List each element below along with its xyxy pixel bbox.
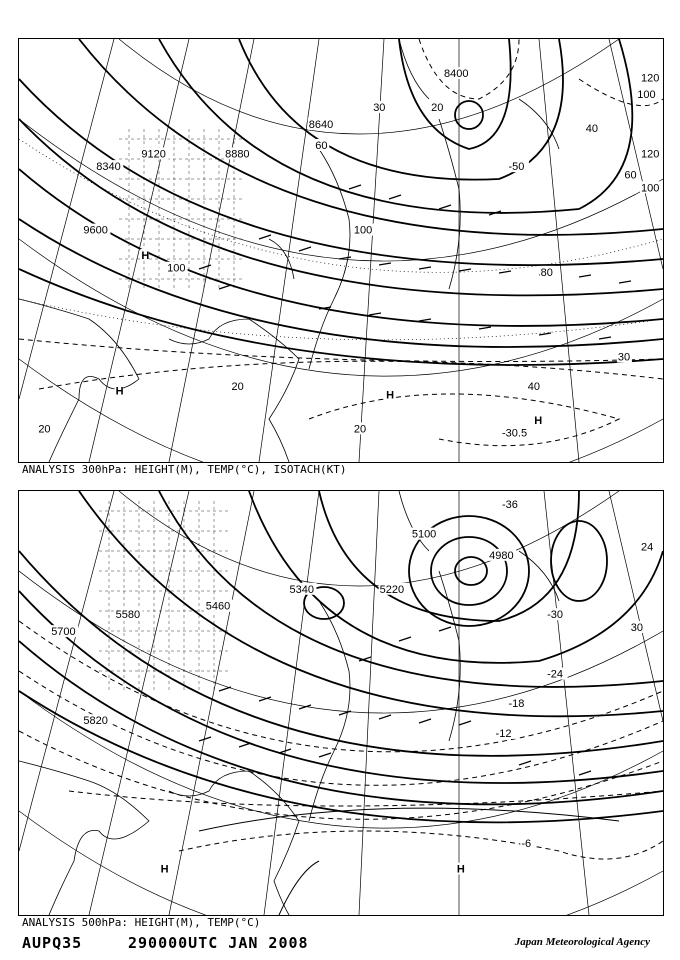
contour-label: 5700 [51, 626, 76, 639]
coastline [19, 491, 559, 915]
contour-label: 24 [641, 541, 654, 554]
chart-panel-300hpa [18, 38, 664, 463]
contour-label: -30 [547, 609, 563, 622]
contour-label: -24 [547, 668, 563, 681]
map-300hpa [19, 39, 663, 462]
chart-code: AUPQ35 [22, 934, 83, 952]
contour-label: 5340 [289, 583, 314, 596]
contour-label: 80 [540, 266, 553, 279]
contour-label: 8400 [444, 68, 469, 81]
wind-barbs [199, 627, 591, 775]
contour-label: 9120 [141, 148, 166, 161]
contour-label: H [160, 863, 169, 876]
contour-label: -50 [508, 161, 525, 174]
contour-label: 20 [38, 423, 51, 436]
caption-300hpa: ANALYSIS 300hPa: HEIGHT(M), TEMP(°C), ISOTACH(KT) [22, 463, 347, 476]
contour-label: 8880 [225, 148, 250, 161]
contour-labels-300hpa [37, 67, 661, 440]
contour-label: 5220 [379, 583, 405, 596]
contour-label: H [534, 414, 543, 427]
contour-label: 40 [585, 123, 598, 136]
thin-contours [199, 808, 619, 915]
contour-label: H [141, 249, 150, 262]
contour-label: 60 [624, 169, 637, 182]
map-500hpa [19, 491, 663, 915]
contour-label: 5100 [411, 528, 437, 541]
graticule [19, 491, 663, 915]
contour-label: -6 [521, 838, 532, 851]
height-contours [19, 39, 663, 365]
chart-panel-500hpa [18, 490, 664, 916]
contour-label: 4980 [489, 549, 514, 562]
contour-label: -36 [502, 498, 518, 511]
contour-label: -30.5 [502, 427, 528, 440]
isotherms [19, 621, 663, 859]
contour-label: 100 [167, 262, 186, 275]
contour-label: 8340 [96, 161, 121, 174]
contour-label: -12 [495, 727, 512, 740]
contour-label: H [386, 389, 395, 402]
contour-label: H [456, 863, 465, 876]
contour-label: 5820 [83, 715, 108, 728]
contour-label: 30 [373, 101, 386, 114]
contour-label: 100 [353, 224, 373, 237]
chart-valid-time: 290000UTC JAN 2008 [128, 934, 309, 952]
contour-label: 30 [617, 351, 631, 364]
contour-label: H [115, 385, 124, 398]
contour-label: 5580 [115, 609, 141, 622]
contour-label: 40 [527, 381, 541, 394]
contour-label: 100 [637, 89, 656, 102]
contour-label: 120 [641, 72, 660, 85]
contour-label: 5460 [205, 600, 231, 613]
graticule [19, 39, 663, 462]
contour-label: 30 [630, 621, 644, 634]
agency-name: Japan Meteorological Agency [514, 936, 650, 948]
caption-500hpa: ANALYSIS 500hPa: HEIGHT(M), TEMP(°C) [22, 916, 261, 929]
contour-label: 60 [315, 139, 328, 152]
contour-label: 100 [641, 182, 660, 195]
height-contours [19, 491, 663, 822]
contour-label: 8640 [308, 118, 334, 131]
contour-label: 120 [641, 148, 660, 161]
contour-label: 20 [431, 101, 444, 114]
contour-label: 9600 [83, 224, 108, 237]
contour-label: 20 [231, 381, 244, 394]
contour-label: 20 [353, 423, 367, 436]
contour-label: -18 [508, 698, 525, 711]
